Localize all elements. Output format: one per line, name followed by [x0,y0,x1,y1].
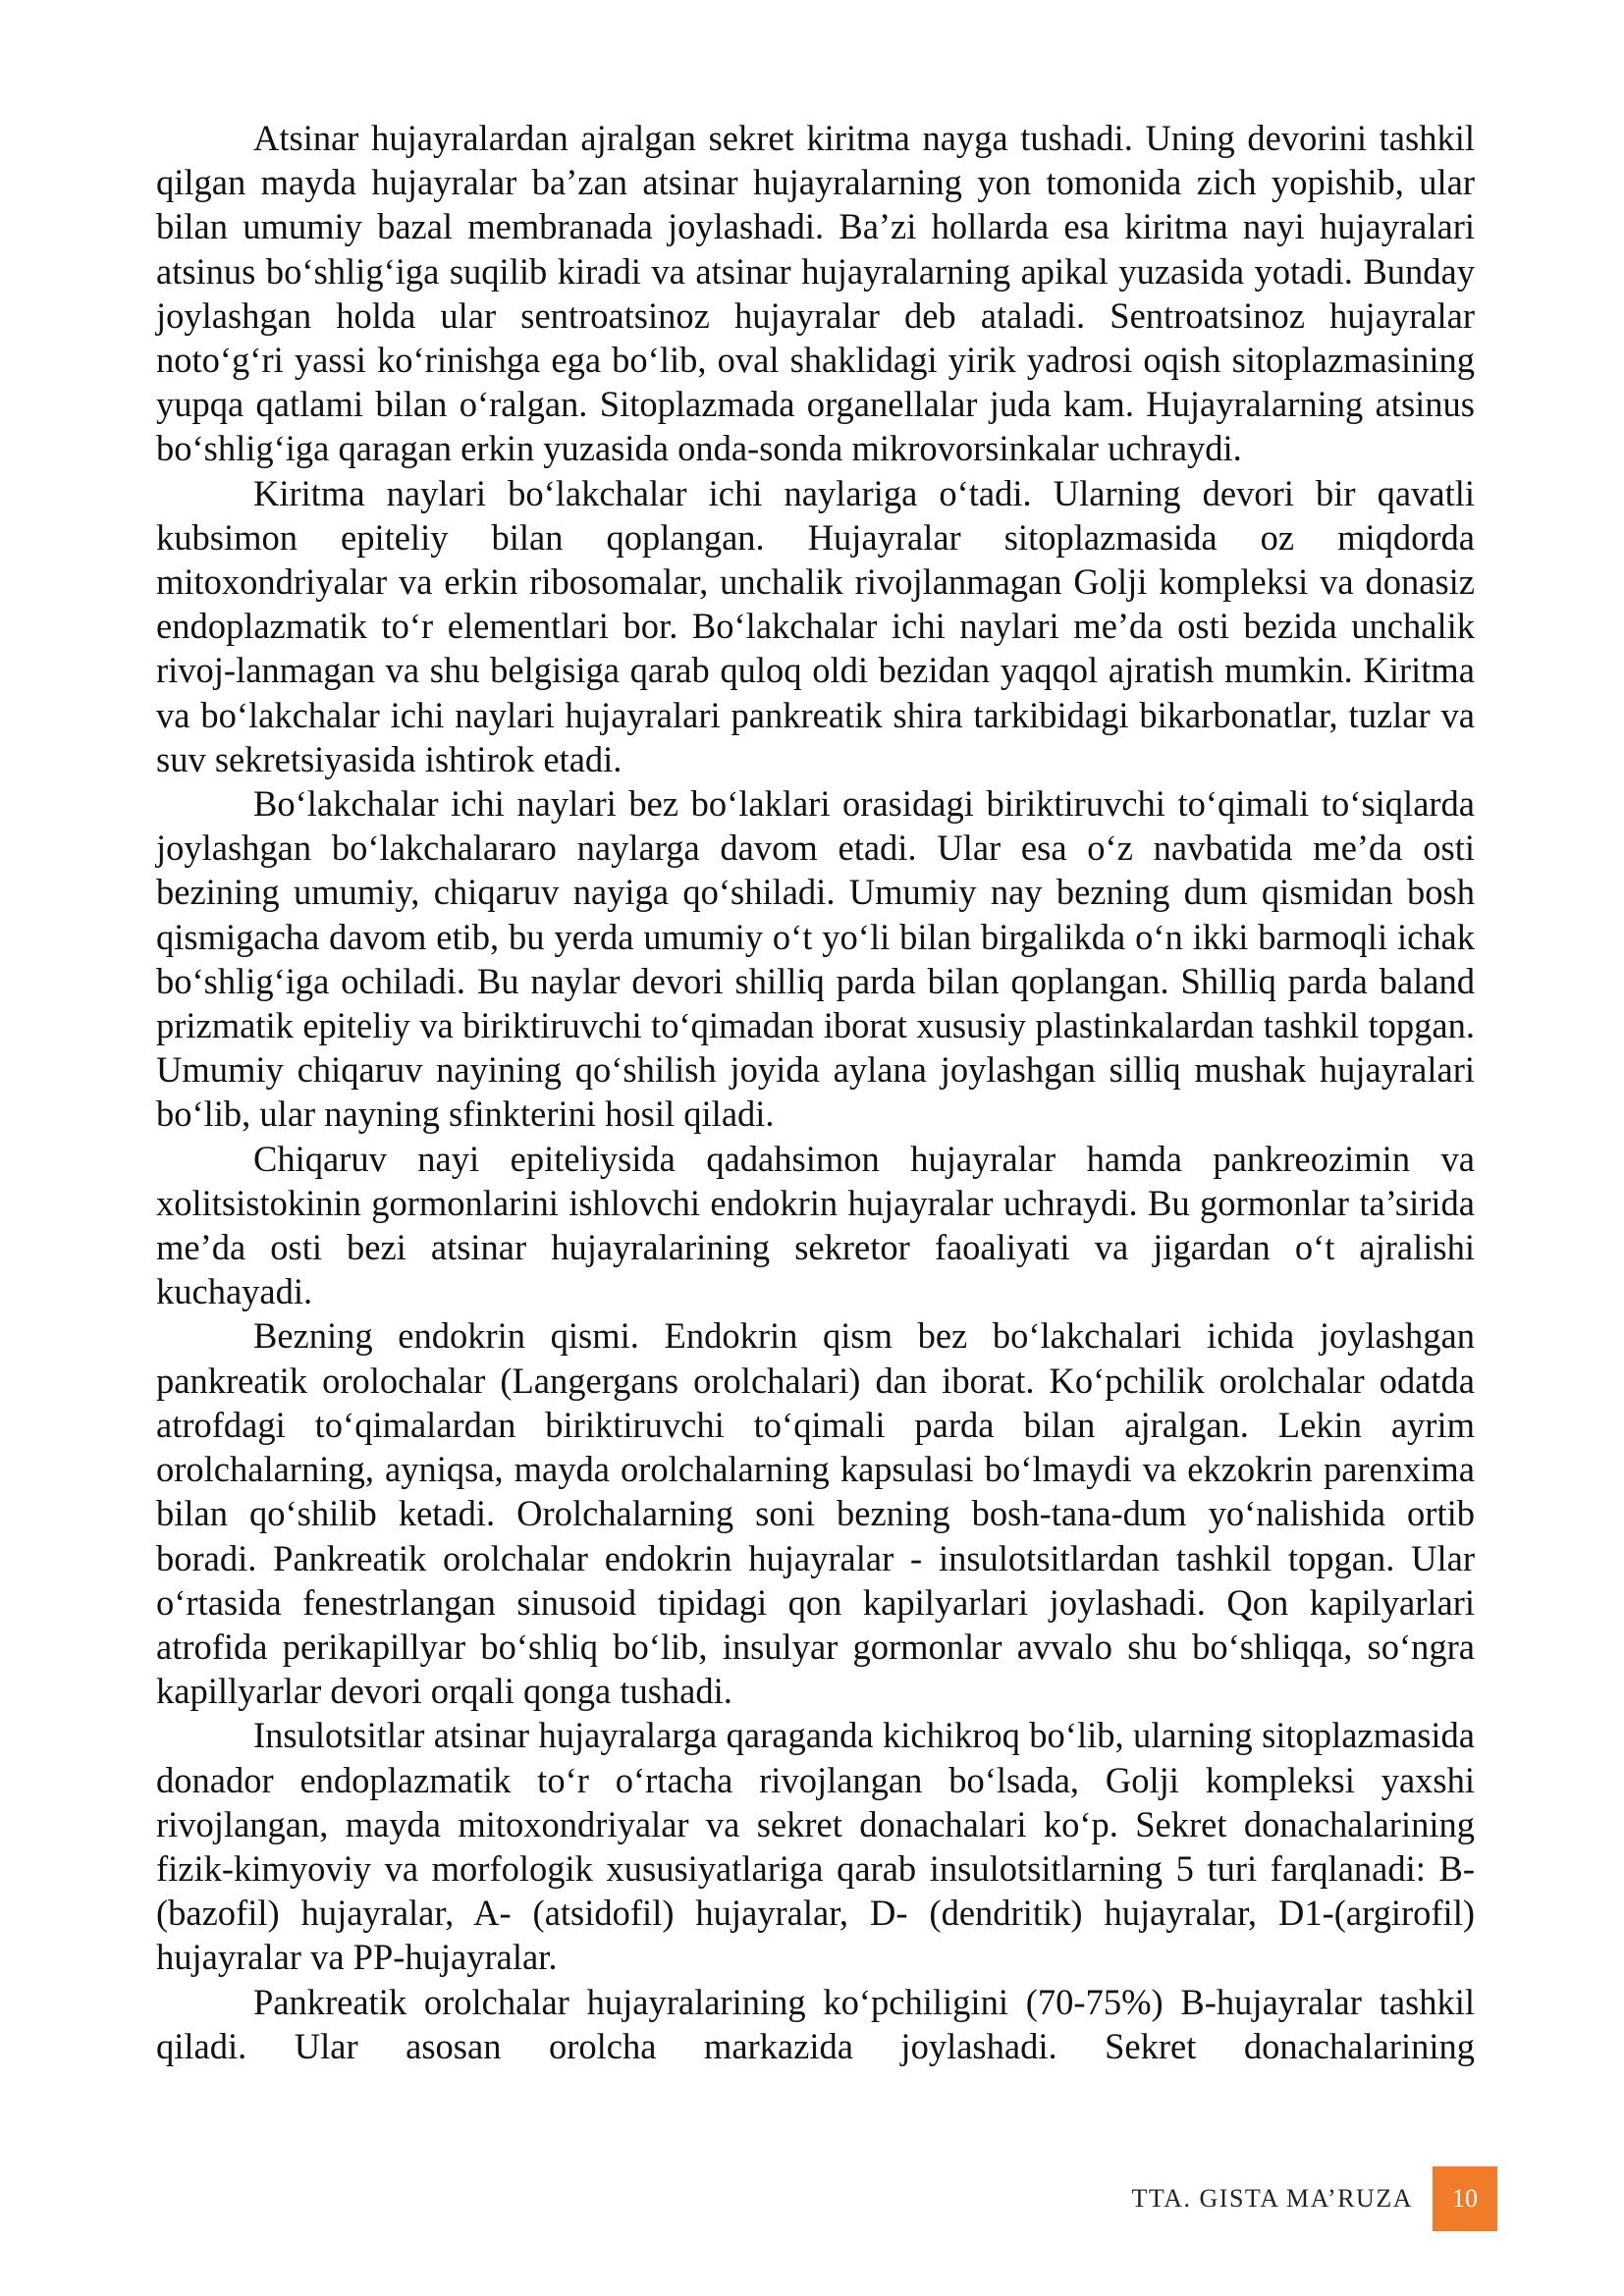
page-body [156,116,1475,2068]
paragraph: Kiritma naylari bo‘lakchalar ichi naylariga o‘tadi. Ularning devori bir qavatli kubsimon epiteliy bilan qoplangan. Hujayralar sitoplazmasida oz miqdorda mitoxondriyalar va erkin ribosomalar, unchalik rivojlanmagan Golji kompleksi va donasiz endoplazmatik to‘r elementlari bor. Bo‘lakchalar ichi naylari me’da osti bezida unchalik rivoj-lanmagan va shu belgisiga qarab quloq oldi bezidan yaqqol ajratish mumkin. Kiritma va bo‘lakchalar ichi naylari hujayralari pankreatik shira tarkibidagi bikarbonatlar, tuzlar va suv sekretsiyasida ishtirok etadi. [156,472,1475,779]
paragraph: Bo‘lakchalar ichi naylari bez bo‘laklari orasidagi biriktiruvchi to‘qimali to‘siqlarda joylashgan bo‘lakchalararo naylarga davom etadi. Ular esa o‘z navbatida me’da osti bezining umumiy, chiqaruv nayiga qo‘shiladi. Umumiy nay bezning dum qismidan bosh qismigacha davom etib, bu yerda umumiy o‘t yo‘li bilan birgalikda o‘n ikki barmoqli ichak bo‘shlig‘iga ochiladi. Bu naylar devori shilliq parda bilan qoplangan. Shilliq parda baland prizmatik epiteliy va biriktiruvchi to‘qimadan iborat xususiy plastinkalardan tashkil topgan. Umumiy chiqaruv nayining qo‘shilish joyida aylana joylashgan silliq mushak hujayralari bo‘lib, ular nayning sfinkterini hosil qiladi. [156,783,1475,1135]
page-footer [1132,2166,1497,2231]
paragraph: Bezning endokrin qismi. Endokrin qism bez bo‘lakchalari ichida joylashgan pankreatik orolochalar (Langergans orolchalari) dan iborat. Ko‘pchilik orolchalar odatda atrofdagi to‘qimalardan biriktiruvchi to‘qimali parda bilan ajralgan. Lekin ayrim orolchalarning, ayniqsa, mayda orolchalarning kapsulasi bo‘lmaydi va ekzokrin parenxima bilan qo‘shilib ketadi. Orolchalarning soni bezning bosh-tana-dum yo‘nalishida ortib boradi. Pankreatik orolchalar endokrin hujayralar - insulotsitlardan tashkil topgan. Ular o‘rtasida fenestrlangan sinusoid tipidagi qon kapilyarlari joylashadi. Qon kapilyarlari atrofida perikapillyar bo‘shliq bo‘lib, insulyar gormonlar avvalo shu bo‘shliqqa, so‘ngra kapillyarlar devori orqali qonga tushadi. [156,1315,1475,1712]
paragraph: Insulotsitlar atsinar hujayralarga qaraganda kichikroq bo‘lib, ularning sitoplazmasida donador endoplazmatik to‘r o‘rtacha rivojlangan bo‘lsada, Golji kompleksi yaxshi rivojlangan, mayda mitoxondriyalar va sekret donachalari ko‘p. Sekret donachalarining fizik-kimyoviy va morfologik xususiyatlariga qarab insulotsitlarning 5 turi farqlanadi: B- (bazofil) hujayralar, A- (atsidofil) hujayralar, D- (dendritik) hujayralar, D1-(argirofil) hujayralar va PP-hujayralar. [156,1715,1475,1978]
paragraph: Chiqaruv nayi epiteliysida qadahsimon hujayralar hamda pankreozimin va xolitsistokinin gormonlarini ishlovchi endokrin hujayralar uchraydi. Bu gormonlar ta’sirida me’da osti bezi atsinar hujayralarining sekretor faoaliyati va jigardan o‘t ajralishi kuchayadi. [156,1138,1475,1312]
paragraph-last: Pankreatik orolchalar hujayralarining ko‘pchiligini (70-75%) B-hujayralar tashkil qiladi. Ular asosan orolcha markazida joylashadi. Sekret donachalarining [156,1981,1475,2066]
paragraph: Atsinar hujayralardan ajralgan sekret kiritma nayga tushadi. Uning devorini tashkil qilgan mayda hujayralar ba’zan atsinar hujayralarning yon tomonida zich yopishib, ular bilan umumiy bazal membranada joylashadi. Ba’zi hollarda esa kiritma nayi hujayralari atsinus bo‘shlig‘iga suqilib kiradi va atsinar hujayralarning apikal yuzasida yotadi. Bunday joylashgan holda ular sentroatsinoz hujayralar deb ataladi. Sentroatsinoz hujayralar noto‘g‘ri yassi ko‘rinishga ega bo‘lib, oval shaklidagi yirik yadrosi oqish sitoplazmasining yupqa qatlami bilan o‘ralgan. Sitoplazmada organellalar juda kam. Hujayralarning atsinus bo‘shlig‘iga qaragan erkin yuzasida onda-sonda mikrovorsinkalar uchraydi. [156,118,1475,469]
page-number-badge: 10 [1433,2166,1497,2231]
footer-label: TTA. GISTA MA’RUZA [1131,2184,1413,2213]
